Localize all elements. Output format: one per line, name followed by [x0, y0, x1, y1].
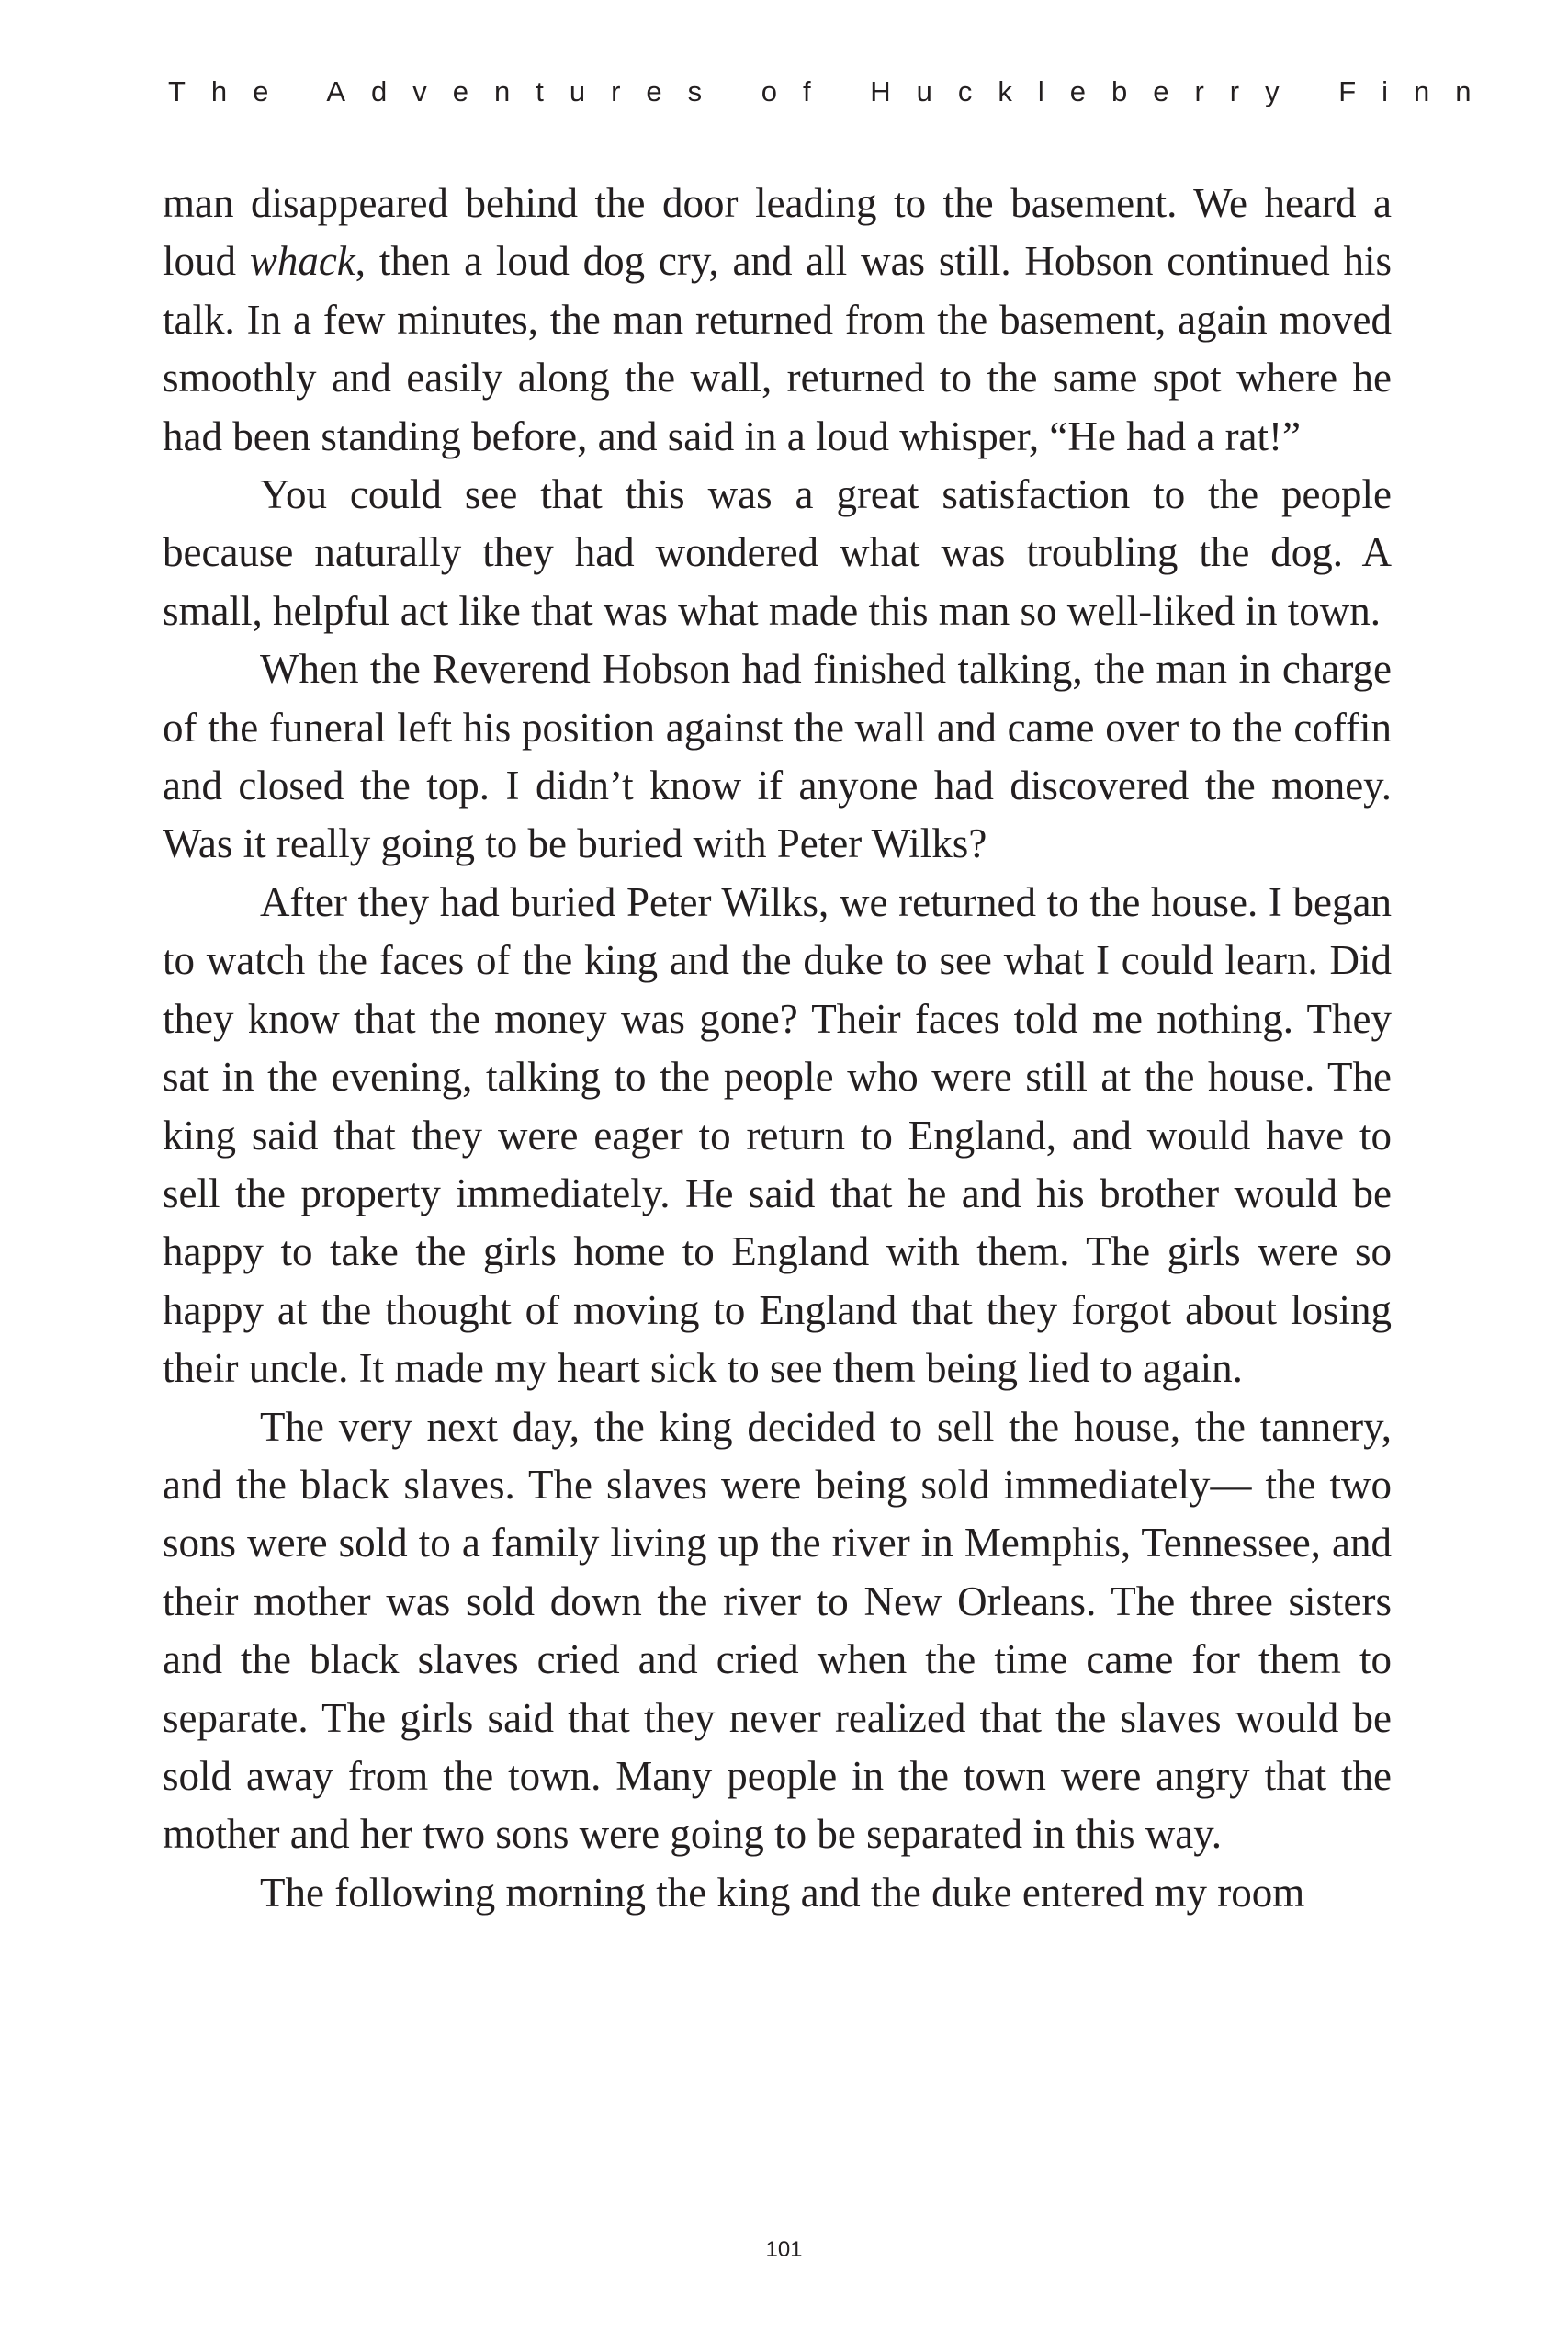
- emphasis-whack: whack: [249, 238, 355, 285]
- paragraph-6: The following morning the king and the duke entered my room: [260, 1869, 1305, 1916]
- paragraph-4: After they had buried Peter Wilks, we returned to the house. I began to watch the faces of the king and the duke to see what I could learn. Did they know that the money was gone? Their faces told me nothing. They sat in the evening, talking to the people who were still at the house. The king said that they were eager to return to England, and would have to sell the property immediately. He said that he and his brother would be happy to take the girls home to England with them. The girls were so happy at the thought of moving to England that they forgot about losing their uncle. It made my heart sick to see them being lied to again.: [163, 878, 1392, 1392]
- page-number: 101: [765, 2237, 803, 2262]
- paragraph-2: You could see that this was a great satisfaction to the people because naturally they had wondered what was troubling the dog. A small, helpful act like that was what made this man so well-liked in town.: [163, 471, 1392, 634]
- paragraph-5: The very next day, the king decided to sell the house, the tannery, and the black slaves. The slaves were being sold immediately— the two sons were sold to a family living up the river in Memphis, Tennessee, and their mother was sold down the river to New Orleans. The three sisters and the black slaves cried and cried when the time came for them to separate. The girls said that they never realized that the slaves would be sold away from the town. Many people in the town were angry that the mother and her two sons were going to be separated in this way.: [163, 1403, 1392, 1858]
- body-text: [163, 175, 1392, 1922]
- paragraph-1-text-after: , then a loud dog cry, and all was still. Hobson continued his talk. In a few minutes, the man returned from the basement, again moved smoothly and easily along the wall, returned to the same spot where he had been standing before, and said in a loud whisper, “He had a rat!”: [163, 238, 1392, 459]
- paragraph-1: [163, 175, 1392, 466]
- paragraph-1-text-before: man disappeared behind the door leading to the basement. We heard a loud: [163, 180, 1392, 285]
- paragraph-3: When the Reverend Hobson had finished talking, the man in charge of the funeral left his position against the wall and came over to the coffin and closed the top. I didn’t know if anyone had discovered the money. Was it really going to be buried with Peter Wilks?: [163, 646, 1392, 867]
- running-head: The Adventures of Huckleberry Finn: [168, 75, 1497, 107]
